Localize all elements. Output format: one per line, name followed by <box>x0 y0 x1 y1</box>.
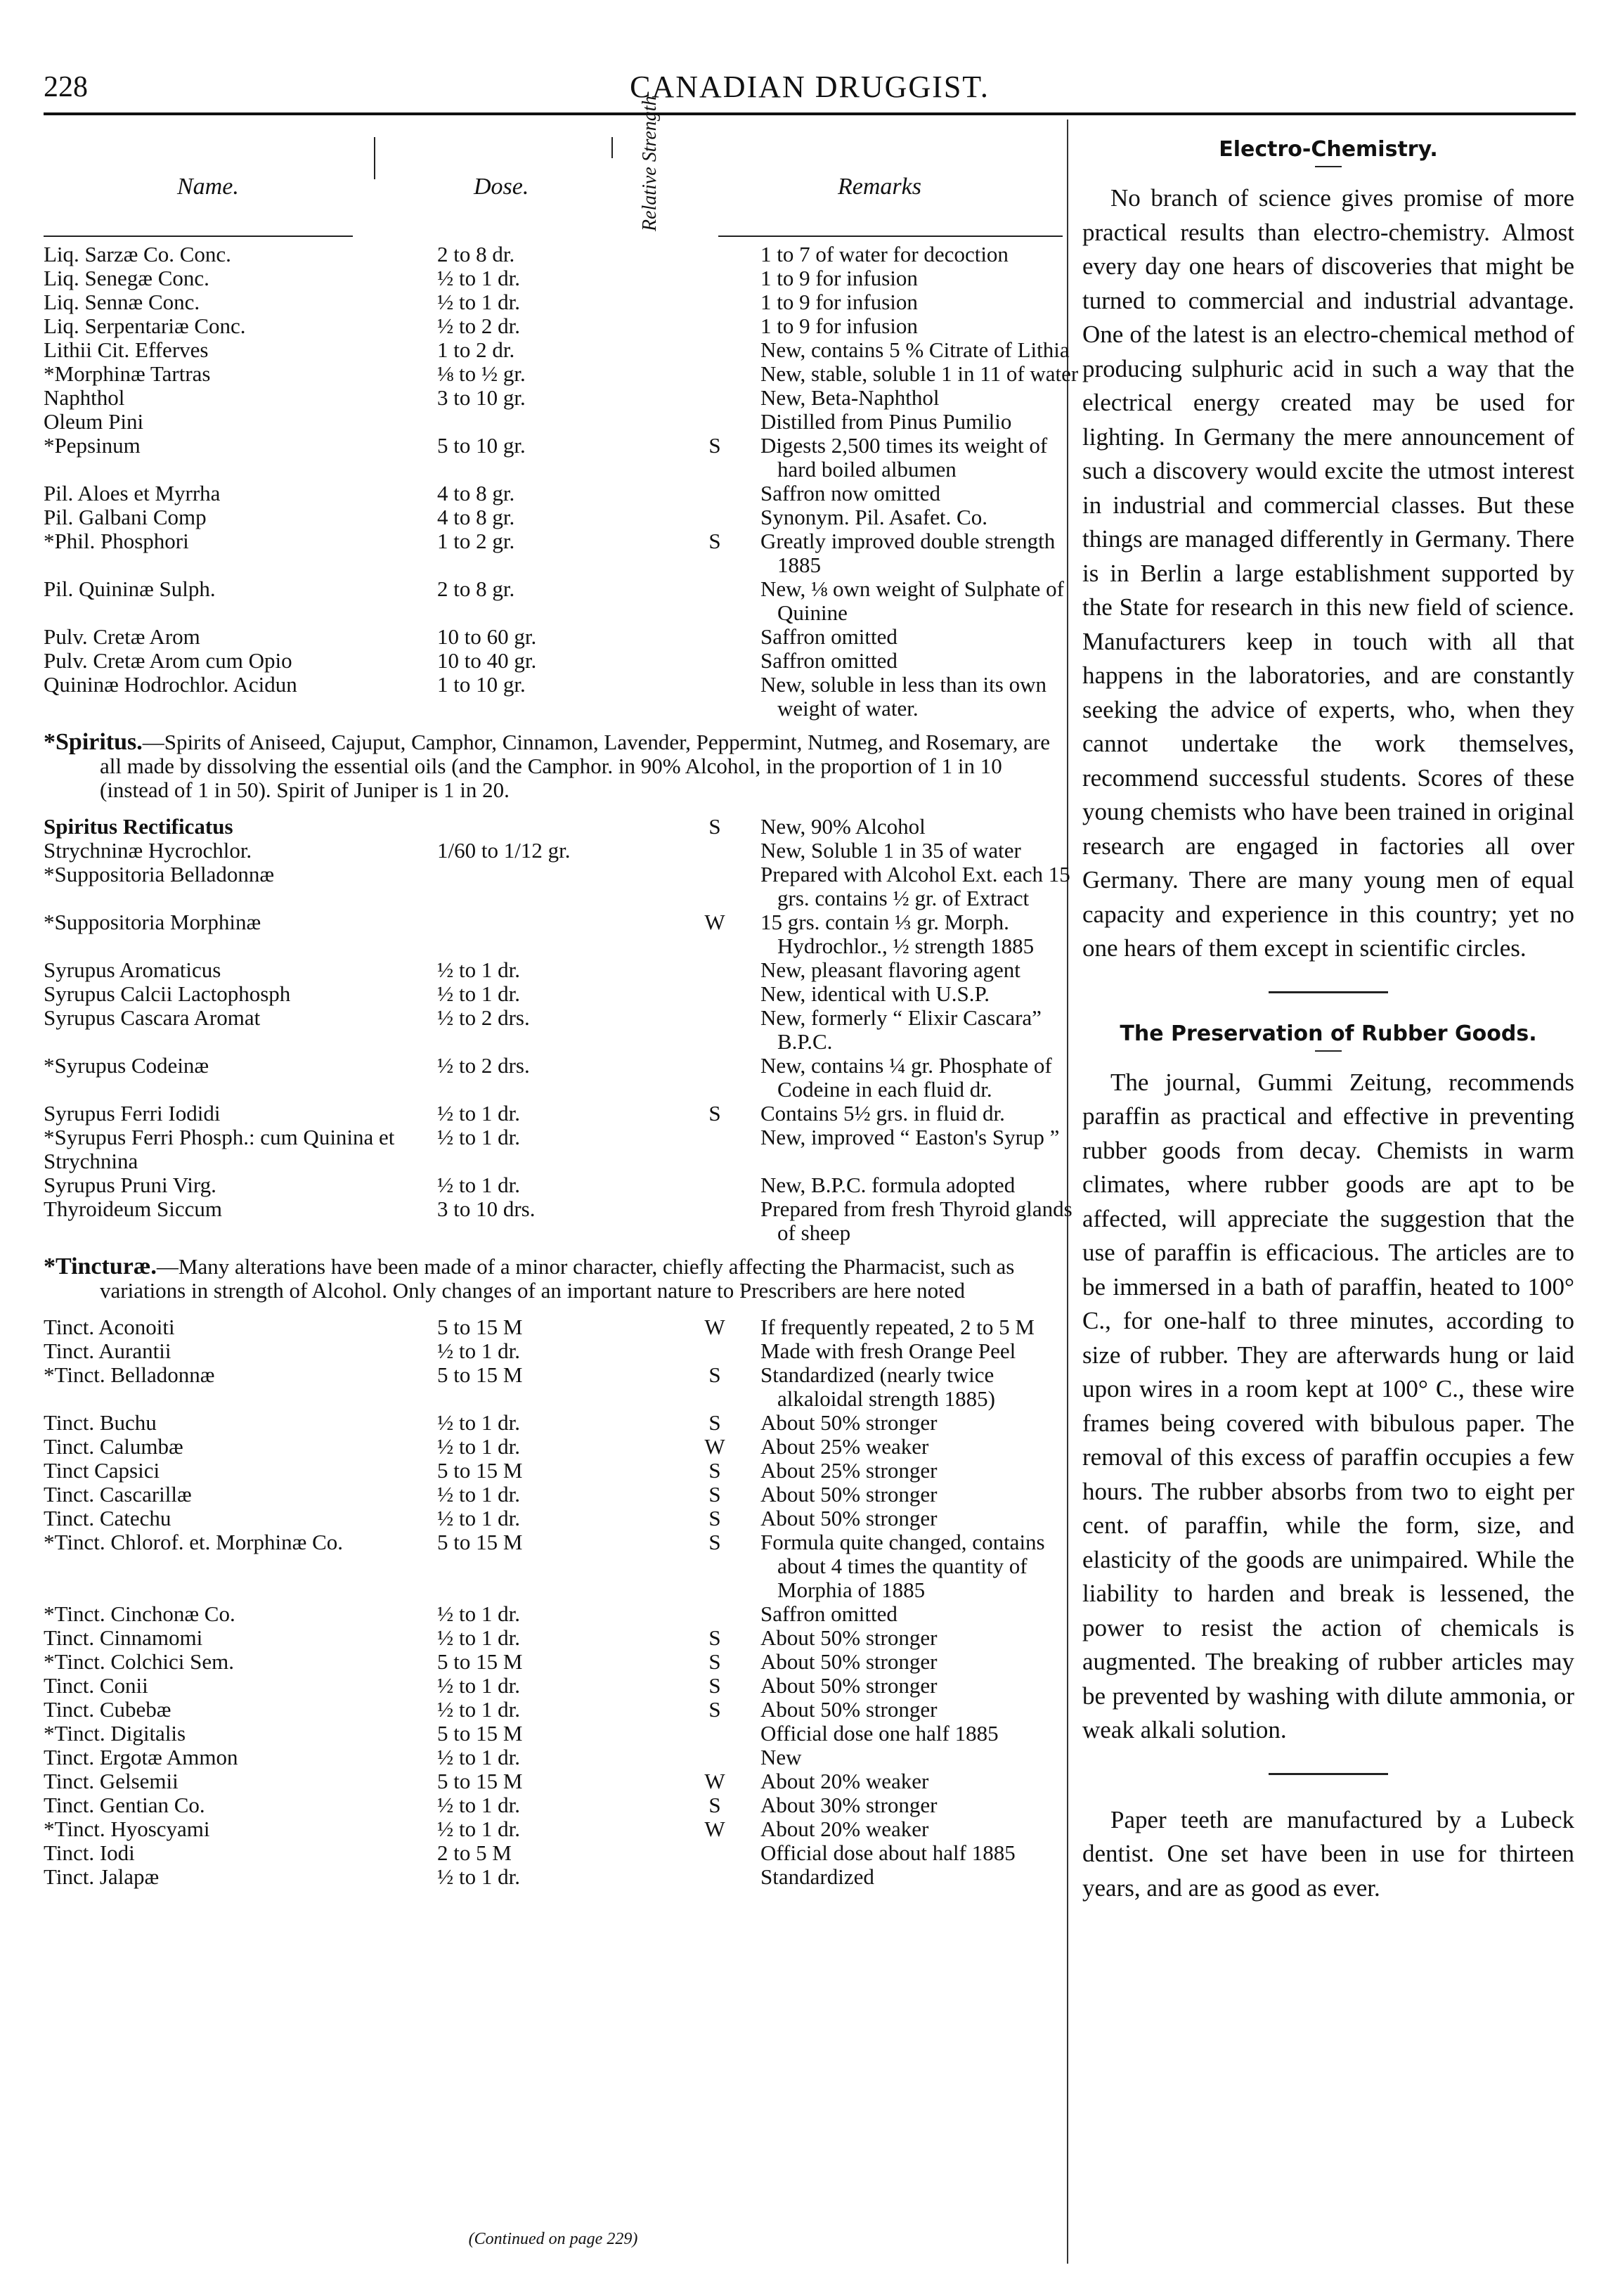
table-row <box>44 362 1080 386</box>
drug-remarks: New, B.P.C. formula adopted <box>760 1173 1016 1197</box>
drug-strength: S <box>708 1530 721 1554</box>
drug-dose: 4 to 8 gr. <box>437 481 515 505</box>
drug-remarks: Standardized (nearly twice alkaloidal strength 1885) <box>760 1362 995 1411</box>
table-row <box>44 815 1080 839</box>
drug-name: Tinct. Cinnamomi <box>44 1625 203 1650</box>
drug-strength: S <box>708 529 721 553</box>
drug-dose: 1 to 2 dr. <box>437 337 515 362</box>
drug-name: *Tinct. Belladonnæ <box>44 1362 215 1387</box>
drug-dose: ½ to 1 dr. <box>437 1434 520 1459</box>
drug-dose: ½ to 1 dr. <box>437 1817 520 1841</box>
drug-strength <box>669 362 760 386</box>
drug-table-a <box>44 243 1080 721</box>
drug-strength: W <box>704 1769 725 1793</box>
table-row <box>44 1674 1080 1698</box>
drug-remarks: 15 grs. contain ⅓ gr. Morph. Hydrochlor., ½ strength 1885 <box>760 910 1035 958</box>
table-row <box>44 577 1080 625</box>
table-row <box>44 625 1080 649</box>
drug-dose: 5 to 15 M <box>437 1362 523 1387</box>
drug-strength: S <box>708 1482 721 1507</box>
column-header-strength: Relative Strength <box>639 96 661 231</box>
drug-remarks: New <box>760 1745 802 1769</box>
header-divider <box>611 137 613 158</box>
drug-strength <box>669 1173 760 1197</box>
table-row <box>44 1817 1080 1841</box>
table-row <box>44 314 1080 338</box>
drug-name: *Pepsinum <box>44 433 141 458</box>
drug-remarks: New, 90% Alcohol <box>760 814 926 839</box>
drug-dose: 1 to 10 gr. <box>437 672 526 697</box>
page-number: 228 <box>44 71 88 103</box>
header-underline <box>718 236 1063 237</box>
header-divider <box>374 137 375 179</box>
table-row <box>44 266 1080 290</box>
table-header <box>44 96 1063 243</box>
drug-strength <box>669 1197 760 1245</box>
table-row <box>44 1602 1080 1626</box>
tincturae-note: *Tincturæ.—Many alterations have been made of a minor character, chiefly affecting the Pharmacist, such as variations in strength of Alcohol. Only changes of an important nature to Prescribers are here noted <box>44 1253 1015 1303</box>
electro-text: No branch of science gives promise of more practical results than electro-chemistry. Almost every day one hears of discoveries that might be turned to commercial and industrial advantage. One of the latest is an electro-chemical method of producing sulphuric acid in such a way that the electrical energy created may be used for lighting. In Germany the mere announcement of such a discovery would excite the utmost interest in industrial and commercial classes. But these things are managed differently in Germany. There is in Berlin a large establishment supported by the State for research in this new field of science. Manufacturers keep in touch with all that happens in the laboratories, and are constantly seeking the advice of experts, who, when they cannot undertake the work themselves, recommend successful students. Scores of these young chemists who have been trained in original research are engaged in factories all over Germany. There are many young men of equal capacity and experience in this country; yet no one hears of them except in scientific circles. <box>1082 184 1574 962</box>
drug-name: Liq. Sennæ Conc. <box>44 290 200 314</box>
drug-strength: S <box>708 1625 721 1650</box>
articles-column <box>1082 123 1574 2232</box>
drug-name: *Tinct. Digitalis <box>44 1721 186 1746</box>
drug-name: Syrupus Ferri Iodidi <box>44 1101 221 1126</box>
drug-strength <box>669 673 760 721</box>
drug-strength <box>669 839 760 863</box>
drug-remarks: Saffron omitted <box>760 624 898 649</box>
drug-remarks: Synonym. Pil. Asafet. Co. <box>760 505 987 529</box>
drug-strength <box>669 290 760 314</box>
spiritus-note: *Spiritus.—Spirits of Aniseed, Cajuput, Camphor, Cinnamon, Lavender, Peppermint, Nutmeg, and Rosemary, are all made by dissolving the essential oils (and the Camphor. in 90% Alcohol, in the proportion of 1 in 10 (instead of 1 in 50). Spirit of Juniper is 1 in 20. <box>44 729 1051 802</box>
table-row <box>44 290 1080 314</box>
drug-strength <box>669 386 760 410</box>
drug-strength: W <box>704 910 725 934</box>
header-underline <box>44 236 353 237</box>
table-row <box>44 338 1080 362</box>
drug-strength: W <box>704 1817 725 1841</box>
drug-dose: ½ to 1 dr. <box>437 1864 520 1889</box>
table-row <box>44 958 1080 982</box>
drug-name: Thyroideum Siccum <box>44 1197 222 1221</box>
drug-dose: ½ to 1 dr. <box>437 290 520 314</box>
drug-remarks: Digests 2,500 times its weight of hard boiled albumen <box>760 433 1048 482</box>
table-row <box>44 1841 1080 1865</box>
drug-table-column <box>44 96 1079 2267</box>
drug-dose: 4 to 8 gr. <box>437 505 515 529</box>
drug-strength <box>669 625 760 649</box>
table-row <box>44 1626 1080 1650</box>
drug-table-b <box>44 815 1080 1245</box>
drug-name: Tinct. Ergotæ Ammon <box>44 1745 238 1769</box>
table-row <box>44 649 1080 673</box>
drug-remarks: Contains 5½ grs. in fluid dr. <box>760 1101 1005 1126</box>
section-rule <box>1269 991 1388 993</box>
table-row <box>44 1722 1080 1746</box>
drug-dose: ½ to 1 dr. <box>437 1506 520 1530</box>
table-row <box>44 1650 1080 1674</box>
drug-strength <box>669 1841 760 1865</box>
drug-name: Tinct. Aconoiti <box>44 1315 175 1339</box>
drug-name: *Morphinæ Tartras <box>44 361 211 386</box>
drug-strength <box>669 314 760 338</box>
drug-dose: ½ to 2 dr. <box>437 314 520 338</box>
drug-strength: S <box>708 1697 721 1722</box>
drug-name: Lithii Cit. Efferves <box>44 337 209 362</box>
drug-remarks: New, formerly “ Elixir Cascara” B.P.C. <box>760 1005 1042 1054</box>
drug-name: Tinct. Cascarillæ <box>44 1482 192 1507</box>
paper-teeth-text: Paper teeth are manufactured by a Lubeck dentist. One set have been in use for thirteen years, and are as good as ever. <box>1082 1805 1574 1902</box>
drug-name: Tinct. Buchu <box>44 1410 157 1435</box>
table-row <box>44 1746 1080 1769</box>
drug-name: Syrupus Cascara Aromat <box>44 1005 261 1030</box>
drug-remarks: About 20% weaker <box>760 1817 929 1841</box>
table-row <box>44 1507 1080 1530</box>
drug-strength <box>669 982 760 1006</box>
drug-dose: ½ to 1 dr. <box>437 266 520 290</box>
table-row <box>44 1006 1080 1054</box>
drug-remarks: Saffron omitted <box>760 648 898 673</box>
drug-name: Naphthol <box>44 385 125 410</box>
drug-dose: 5 to 15 M <box>437 1649 523 1674</box>
table-row <box>44 1793 1080 1817</box>
table-row <box>44 1483 1080 1507</box>
continued-note: (Continued on page 229) <box>468 2230 638 2248</box>
drug-dose: ½ to 2 drs. <box>437 1005 530 1030</box>
drug-remarks: New, ⅛ own weight of Sulphate of Quinine <box>760 576 1064 625</box>
drug-dose: 2 to 8 gr. <box>437 576 515 601</box>
drug-dose: 10 to 60 gr. <box>437 624 537 649</box>
drug-name: Tinct. Gelsemii <box>44 1769 179 1793</box>
drug-strength: W <box>704 1315 725 1339</box>
table-row <box>44 839 1080 863</box>
drug-table-c <box>44 1315 1080 1889</box>
drug-remarks: New, contains ¼ gr. Phosphate of Codeine in each fluid dr. <box>760 1053 1052 1102</box>
drug-remarks: Distilled from Pinus Pumilio <box>760 409 1012 434</box>
drug-dose: ½ to 1 dr. <box>437 1173 520 1197</box>
table-row <box>44 1102 1080 1126</box>
drug-dose: ½ to 1 dr. <box>437 957 520 982</box>
drug-remarks: 1 to 9 for infusion <box>760 290 918 314</box>
drug-dose: 5 to 15 M <box>437 1530 523 1554</box>
drug-strength <box>669 1746 760 1769</box>
drug-name: Tinct. Gentian Co. <box>44 1793 205 1817</box>
drug-remarks: Saffron omitted <box>760 1601 898 1626</box>
drug-dose: ½ to 1 dr. <box>437 1339 520 1363</box>
drug-strength <box>669 1865 760 1889</box>
drug-name: *Suppositoria Belladonnæ <box>44 862 275 886</box>
electro-heading: Electro-Chemistry. <box>1219 137 1438 162</box>
drug-remarks: Saffron now omitted <box>760 481 941 505</box>
table-row <box>44 863 1080 910</box>
drug-dose: ½ to 1 dr. <box>437 1793 520 1817</box>
drug-name: Liq. Sarzæ Co. Conc. <box>44 242 231 266</box>
drug-name: Syrupus Pruni Virg. <box>44 1173 216 1197</box>
column-header-dose: Dose. <box>474 174 529 200</box>
drug-dose: ⅛ to ½ gr. <box>437 361 526 386</box>
drug-dose: 5 to 15 M <box>437 1769 523 1793</box>
drug-remarks: Official dose about half 1885 <box>760 1840 1016 1865</box>
drug-name: Syrupus Aromaticus <box>44 957 221 982</box>
drug-remarks: About 50% stronger <box>760 1506 938 1530</box>
drug-remarks: About 50% stronger <box>760 1625 938 1650</box>
drug-dose: ½ to 1 dr. <box>437 1601 520 1626</box>
drug-remarks: 1 to 9 for infusion <box>760 314 918 338</box>
drug-name: Tinct. Aurantii <box>44 1339 171 1363</box>
drug-dose: ½ to 1 dr. <box>437 1673 520 1698</box>
drug-remarks: About 25% stronger <box>760 1458 938 1483</box>
drug-dose: ½ to 1 dr. <box>437 1410 520 1435</box>
drug-name: Pil. Galbani Comp <box>44 505 207 529</box>
drug-name: Tinct. Catechu <box>44 1506 171 1530</box>
drug-name: Tinct. Conii <box>44 1673 148 1698</box>
drug-remarks: About 50% stronger <box>760 1482 938 1507</box>
drug-strength <box>669 243 760 266</box>
table-row <box>44 482 1080 505</box>
drug-dose: ½ to 1 dr. <box>437 1125 520 1149</box>
drug-strength: S <box>708 814 721 839</box>
drug-dose: 3 to 10 gr. <box>437 385 526 410</box>
drug-name: *Tinct. Colchici Sem. <box>44 1649 234 1674</box>
table-row <box>44 1530 1080 1602</box>
drug-name: Quininæ Hodrochlor. Acidun <box>44 672 297 697</box>
heading-dash <box>1315 166 1342 167</box>
drug-name: Tinct. Calumbæ <box>44 1434 183 1459</box>
drug-dose <box>437 410 669 434</box>
drug-strength: S <box>708 1506 721 1530</box>
rubber-heading: The Preservation of Rubber Goods. <box>1120 1021 1537 1046</box>
drug-name: Pulv. Cretæ Arom cum Opio <box>44 648 292 673</box>
drug-dose: ½ to 1 dr. <box>437 1482 520 1507</box>
table-row <box>44 1126 1080 1173</box>
drug-strength: S <box>708 1649 721 1674</box>
drug-remarks: New, Beta-Naphthol <box>760 385 940 410</box>
table-row <box>44 1865 1080 1889</box>
drug-remarks: New, Soluble 1 in 35 of water <box>760 838 1021 863</box>
drug-remarks: New, improved “ Easton's Syrup ” <box>760 1125 1060 1149</box>
drug-dose: ½ to 1 dr. <box>437 981 520 1006</box>
drug-strength: S <box>708 1673 721 1698</box>
drug-name: *Tinct. Hyoscyami <box>44 1817 210 1841</box>
drug-remarks: About 50% stronger <box>760 1673 938 1698</box>
drug-dose: 1/60 to 1/12 gr. <box>437 838 571 863</box>
table-row <box>44 1315 1080 1339</box>
drug-strength <box>669 1602 760 1626</box>
drug-remarks: Prepared with Alcohol Ext. each 15 grs. contains ½ gr. of Extract <box>760 862 1070 910</box>
drug-remarks: 1 to 7 of water for decoction <box>760 242 1009 266</box>
page-title: CANADIAN DRUGGIST. <box>630 70 990 104</box>
drug-remarks: About 30% stronger <box>760 1793 938 1817</box>
drug-strength <box>669 1006 760 1054</box>
drug-remarks: About 25% weaker <box>760 1434 929 1459</box>
table-row <box>44 1769 1080 1793</box>
drug-name: Oleum Pini <box>44 409 144 434</box>
drug-remarks: New, identical with U.S.P. <box>760 981 990 1006</box>
drug-remarks: New, stable, soluble 1 in 11 of water <box>760 361 1079 386</box>
drug-name: Pil. Quininæ Sulph. <box>44 576 216 601</box>
drug-strength <box>669 1126 760 1173</box>
table-row <box>44 1698 1080 1722</box>
drug-strength: S <box>708 1362 721 1387</box>
drug-strength <box>669 958 760 982</box>
drug-strength <box>669 482 760 505</box>
table-row <box>44 1435 1080 1459</box>
drug-strength: S <box>708 433 721 458</box>
drug-strength <box>669 266 760 290</box>
drug-name: Tinct. Jalapæ <box>44 1864 160 1889</box>
drug-remarks: 1 to 9 for infusion <box>760 266 918 290</box>
table-row <box>44 1339 1080 1363</box>
drug-strength <box>669 1722 760 1746</box>
drug-dose: ½ to 1 dr. <box>437 1697 520 1722</box>
drug-dose <box>437 863 669 910</box>
drug-dose: 5 to 15 M <box>437 1315 523 1339</box>
drug-name: Liq. Senegæ Conc. <box>44 266 209 290</box>
drug-name: *Syrupus Ferri Phosph.: cum Quinina et Strychnina <box>44 1125 395 1173</box>
drug-remarks: About 50% stronger <box>760 1649 938 1674</box>
drug-dose <box>437 815 669 839</box>
column-header-remarks: Remarks <box>838 174 921 200</box>
drug-remarks: Official dose one half 1885 <box>760 1721 999 1746</box>
drug-strength <box>669 1054 760 1102</box>
drug-name: *Tinct. Cinchonæ Co. <box>44 1601 235 1626</box>
drug-dose: 1 to 2 gr. <box>437 529 515 553</box>
drug-name: Pulv. Cretæ Arom <box>44 624 200 649</box>
drug-strength <box>669 577 760 625</box>
table-row <box>44 1054 1080 1102</box>
drug-dose: 2 to 5 M <box>437 1840 512 1865</box>
drug-dose: ½ to 1 dr. <box>437 1101 520 1126</box>
drug-name: Strychninæ Hycrochlor. <box>44 838 252 863</box>
drug-dose: 5 to 15 M <box>437 1721 523 1746</box>
table-row <box>44 982 1080 1006</box>
drug-remarks: Formula quite changed, contains about 4 times the quantity of Morphia of 1885 <box>760 1530 1045 1602</box>
drug-dose: 5 to 10 gr. <box>437 433 526 458</box>
drug-remarks: Prepared from fresh Thyroid glands of sheep <box>760 1197 1073 1245</box>
drug-strength: S <box>708 1458 721 1483</box>
drug-strength <box>669 1339 760 1363</box>
drug-name: Syrupus Calcii Lactophosph <box>44 981 291 1006</box>
drug-dose: 10 to 40 gr. <box>437 648 537 673</box>
drug-dose: ½ to 1 dr. <box>437 1745 520 1769</box>
rubber-text: The journal, Gummi Zeitung, recommends paraffin as practical and effective in preventing rubber goods from decay. Chemists in warm climates, where rubber goods are apt to be affected, will appreciate the suggestion that the use of paraffin is efficacious. The articles are to be immersed in a bath of paraffin, heated to 100° C., for one-half to three minutes, according to size of rubber. They are afterwards hung or laid upon wires in a room kept at 100° C., these wire frames being covered with bibulous paper. The removal of this excess of paraffin occupies a few hours. The rubber absorbs from two to eight per cent. of paraffin, while the form, size, and elasticity of the goods are unimpaired. While the liability to harden and break is lessened, the power to resist the action of chemicals is augmented. The breaking of rubber articles may be prevented by washing with dilute ammonia, or weak alkali solution. <box>1082 1068 1574 1743</box>
drug-strength: S <box>708 1101 721 1126</box>
table-row <box>44 529 1080 577</box>
table-row <box>44 1411 1080 1435</box>
drug-remarks: About 50% stronger <box>760 1697 938 1722</box>
drug-dose: ½ to 2 drs. <box>437 1053 530 1078</box>
drug-dose: ½ to 1 dr. <box>437 1625 520 1650</box>
drug-strength: S <box>708 1793 721 1817</box>
drug-name: Pil. Aloes et Myrrha <box>44 481 221 505</box>
table-row <box>44 1363 1080 1411</box>
table-row <box>44 243 1080 266</box>
drug-remarks: Greatly improved double strength 1885 <box>760 529 1056 577</box>
header-rule <box>44 112 1576 115</box>
table-row <box>44 1173 1080 1197</box>
drug-dose: 3 to 10 drs. <box>437 1197 536 1221</box>
heading-dash <box>1315 1050 1342 1052</box>
drug-name: Liq. Serpentariæ Conc. <box>44 314 246 338</box>
table-row <box>44 434 1080 482</box>
drug-remarks: New, soluble in less than its own weight of water. <box>760 672 1046 721</box>
table-row <box>44 673 1080 721</box>
drug-strength <box>669 863 760 910</box>
drug-name: Tinct Capsici <box>44 1458 160 1483</box>
drug-dose <box>437 910 669 958</box>
drug-strength: S <box>708 1410 721 1435</box>
table-row <box>44 386 1080 410</box>
drug-strength <box>669 649 760 673</box>
drug-name: *Phil. Phosphori <box>44 529 189 553</box>
drug-strength <box>669 410 760 434</box>
table-row <box>44 1197 1080 1245</box>
drug-dose: 5 to 15 M <box>437 1458 523 1483</box>
drug-strength <box>669 338 760 362</box>
drug-name: *Suppositoria Morphinæ <box>44 910 261 934</box>
drug-remarks: Made with fresh Orange Peel <box>760 1339 1016 1363</box>
table-row <box>44 1459 1080 1483</box>
drug-strength <box>669 505 760 529</box>
drug-dose: 2 to 8 dr. <box>437 242 515 266</box>
column-header-name: Name. <box>177 174 239 200</box>
section-rule <box>1269 1773 1388 1775</box>
table-row <box>44 410 1080 434</box>
drug-remarks: New, contains 5 % Citrate of Lithia <box>760 337 1070 362</box>
table-row <box>44 505 1080 529</box>
drug-name: Tinct. Iodi <box>44 1840 135 1865</box>
drug-strength: W <box>704 1434 725 1459</box>
drug-name: Spiritus Rectificatus <box>44 814 233 839</box>
table-row <box>44 910 1080 958</box>
drug-name: *Syrupus Codeinæ <box>44 1053 209 1078</box>
drug-remarks: If frequently repeated, 2 to 5 M <box>760 1315 1035 1339</box>
drug-name: Tinct. Cubebæ <box>44 1697 171 1722</box>
drug-remarks: About 50% stronger <box>760 1410 938 1435</box>
drug-remarks: About 20% weaker <box>760 1769 929 1793</box>
drug-remarks: Standardized <box>760 1864 874 1889</box>
drug-remarks: New, pleasant flavoring agent <box>760 957 1020 982</box>
drug-name: *Tinct. Chlorof. et. Morphinæ Co. <box>44 1530 343 1554</box>
